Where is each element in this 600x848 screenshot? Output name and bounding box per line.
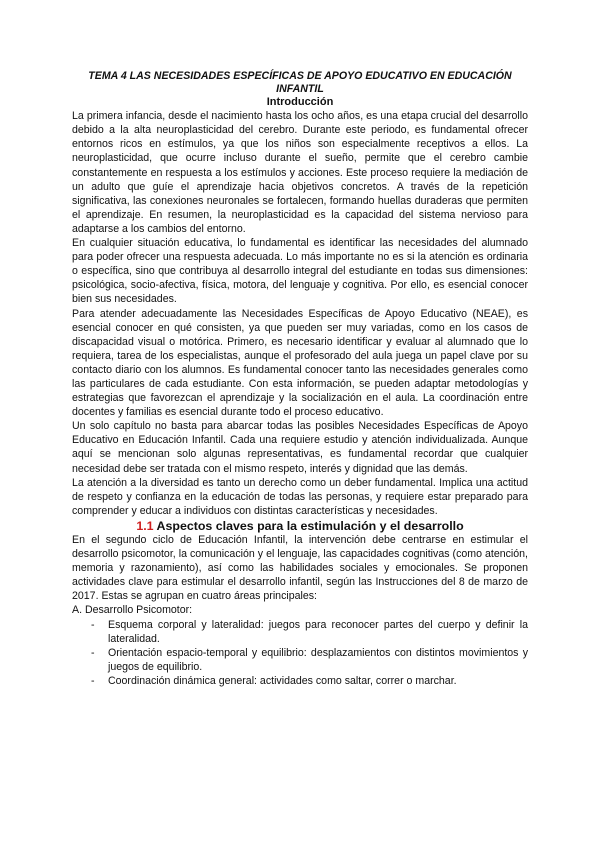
paragraph: Un solo capítulo no basta para abarcar todas las posibles Necesidades Específicas de Apoyo Educativo en Educación Infantil. Cada una requiere estudio y atención individualizada. Aunque aquí se mencionan solo algunas representativas, es fundamental recordar que cualquier necesidad debe ser tratada con el mismo respeto, interés y dignidad que las demás. <box>72 420 528 475</box>
section-number: 1.1 <box>136 518 154 533</box>
paragraph: Para atender adecuadamente las Necesidades Específicas de Apoyo Educativo (NEAE), es esencial conocer en qué consisten, ya que pueden ser muy variadas, como en los casos de discapacidad visual o motórica. Primero, es necesario identificar y evaluar al alumnado que lo requiera, tarea de los especialistas, aunque el profesorado del aula juega un papel clave por su contacto diario con los alumnos. Es fundamental conocer tanto las necesidades generales como las particulares de cada estudiante. Con esta información, se pueden adaptar metodologías y estrategias que favorezcan el aprendizaje y la socialización en el aula. La coordinación entre docentes y familias es esencial durante todo el proceso educativo. <box>72 307 528 419</box>
section-title: Aspectos claves para la estimulación y el desarrollo <box>156 518 464 533</box>
paragraph: La atención a la diversidad es tanto un derecho como un deber fundamental. Implica una actitud de respeto y confianza en la educación de todas las personas, y requiere estar preparado para comprender y educar a individuos con distintas características y necesidades. <box>72 476 528 517</box>
document-title: TEMA 4 LAS NECESIDADES ESPECÍFICAS DE APOYO EDUCATIVO EN EDUCACIÓN INFANTIL <box>88 70 512 95</box>
intro-heading: Introducción <box>266 96 334 109</box>
section-paragraph: En el segundo ciclo de Educación Infantil, la intervención debe centrarse en estimular el desarrollo psicomotor, la comunicación y el lenguaje, las capacidades cognitivas (como atención, memoria y razonamiento), así como las habilidades sociales y emocionales. Se proponen actividades clave para estimular el desarrollo infantil, según las Instrucciones del 8 de marzo de 2017. Estas se agrupan en cuatro áreas principales: <box>72 534 528 603</box>
area-a-list <box>72 618 528 688</box>
list-item: - Esquema corporal y lateralidad: juegos para reconocer partes del cuerpo y definir la lateralidad. <box>72 618 528 646</box>
paragraph: La primera infancia, desde el nacimiento hasta los ocho años, es una etapa crucial del desarrollo debido a la alta neuroplasticidad del cerebro. Durante este periodo, es fundamental ofrecer entornos ricos en estímulos, ya que los niños son especialmente receptivos a ellos. La neuroplasticidad, que ocurre incluso durante el sueño, permite que el cerebro cambie constantemente en respuesta a los estímulos y acciones. Este proceso requiere la mediación de un adulto que guíe el aprendizaje hacia objetivos concretos. A través de la repetición significativa, las conexiones neuronales se fortalecen, formando huellas duraderas que permiten el aprendizaje. En resumen, la neuroplasticidad es la capacidad del sistema nervioso para adaptarse a los cambios del entorno. <box>72 110 528 235</box>
section-heading <box>72 519 528 533</box>
list-item: - Orientación espacio-temporal y equilibrio: desplazamientos con distintos movimientos y juegos de equilibrio. <box>72 646 528 674</box>
list-item: - Coordinación dinámica general: actividades como saltar, correr o marchar. <box>72 674 528 688</box>
paragraph: En cualquier situación educativa, lo fundamental es identificar las necesidades del alumnado para poder ofrecer una respuesta adecuada. Lo más importante no es si la atención es ordinaria o específica, sino que contribuya al desarrollo integral del estudiante en todas sus dimensiones: psicológica, socio-afectiva, física, motora, del lenguaje y cognitiva. Por ello, es esencial conocer bien sus necesidades. <box>72 237 528 306</box>
area-a-label: A. Desarrollo Psicomotor: <box>72 604 193 617</box>
